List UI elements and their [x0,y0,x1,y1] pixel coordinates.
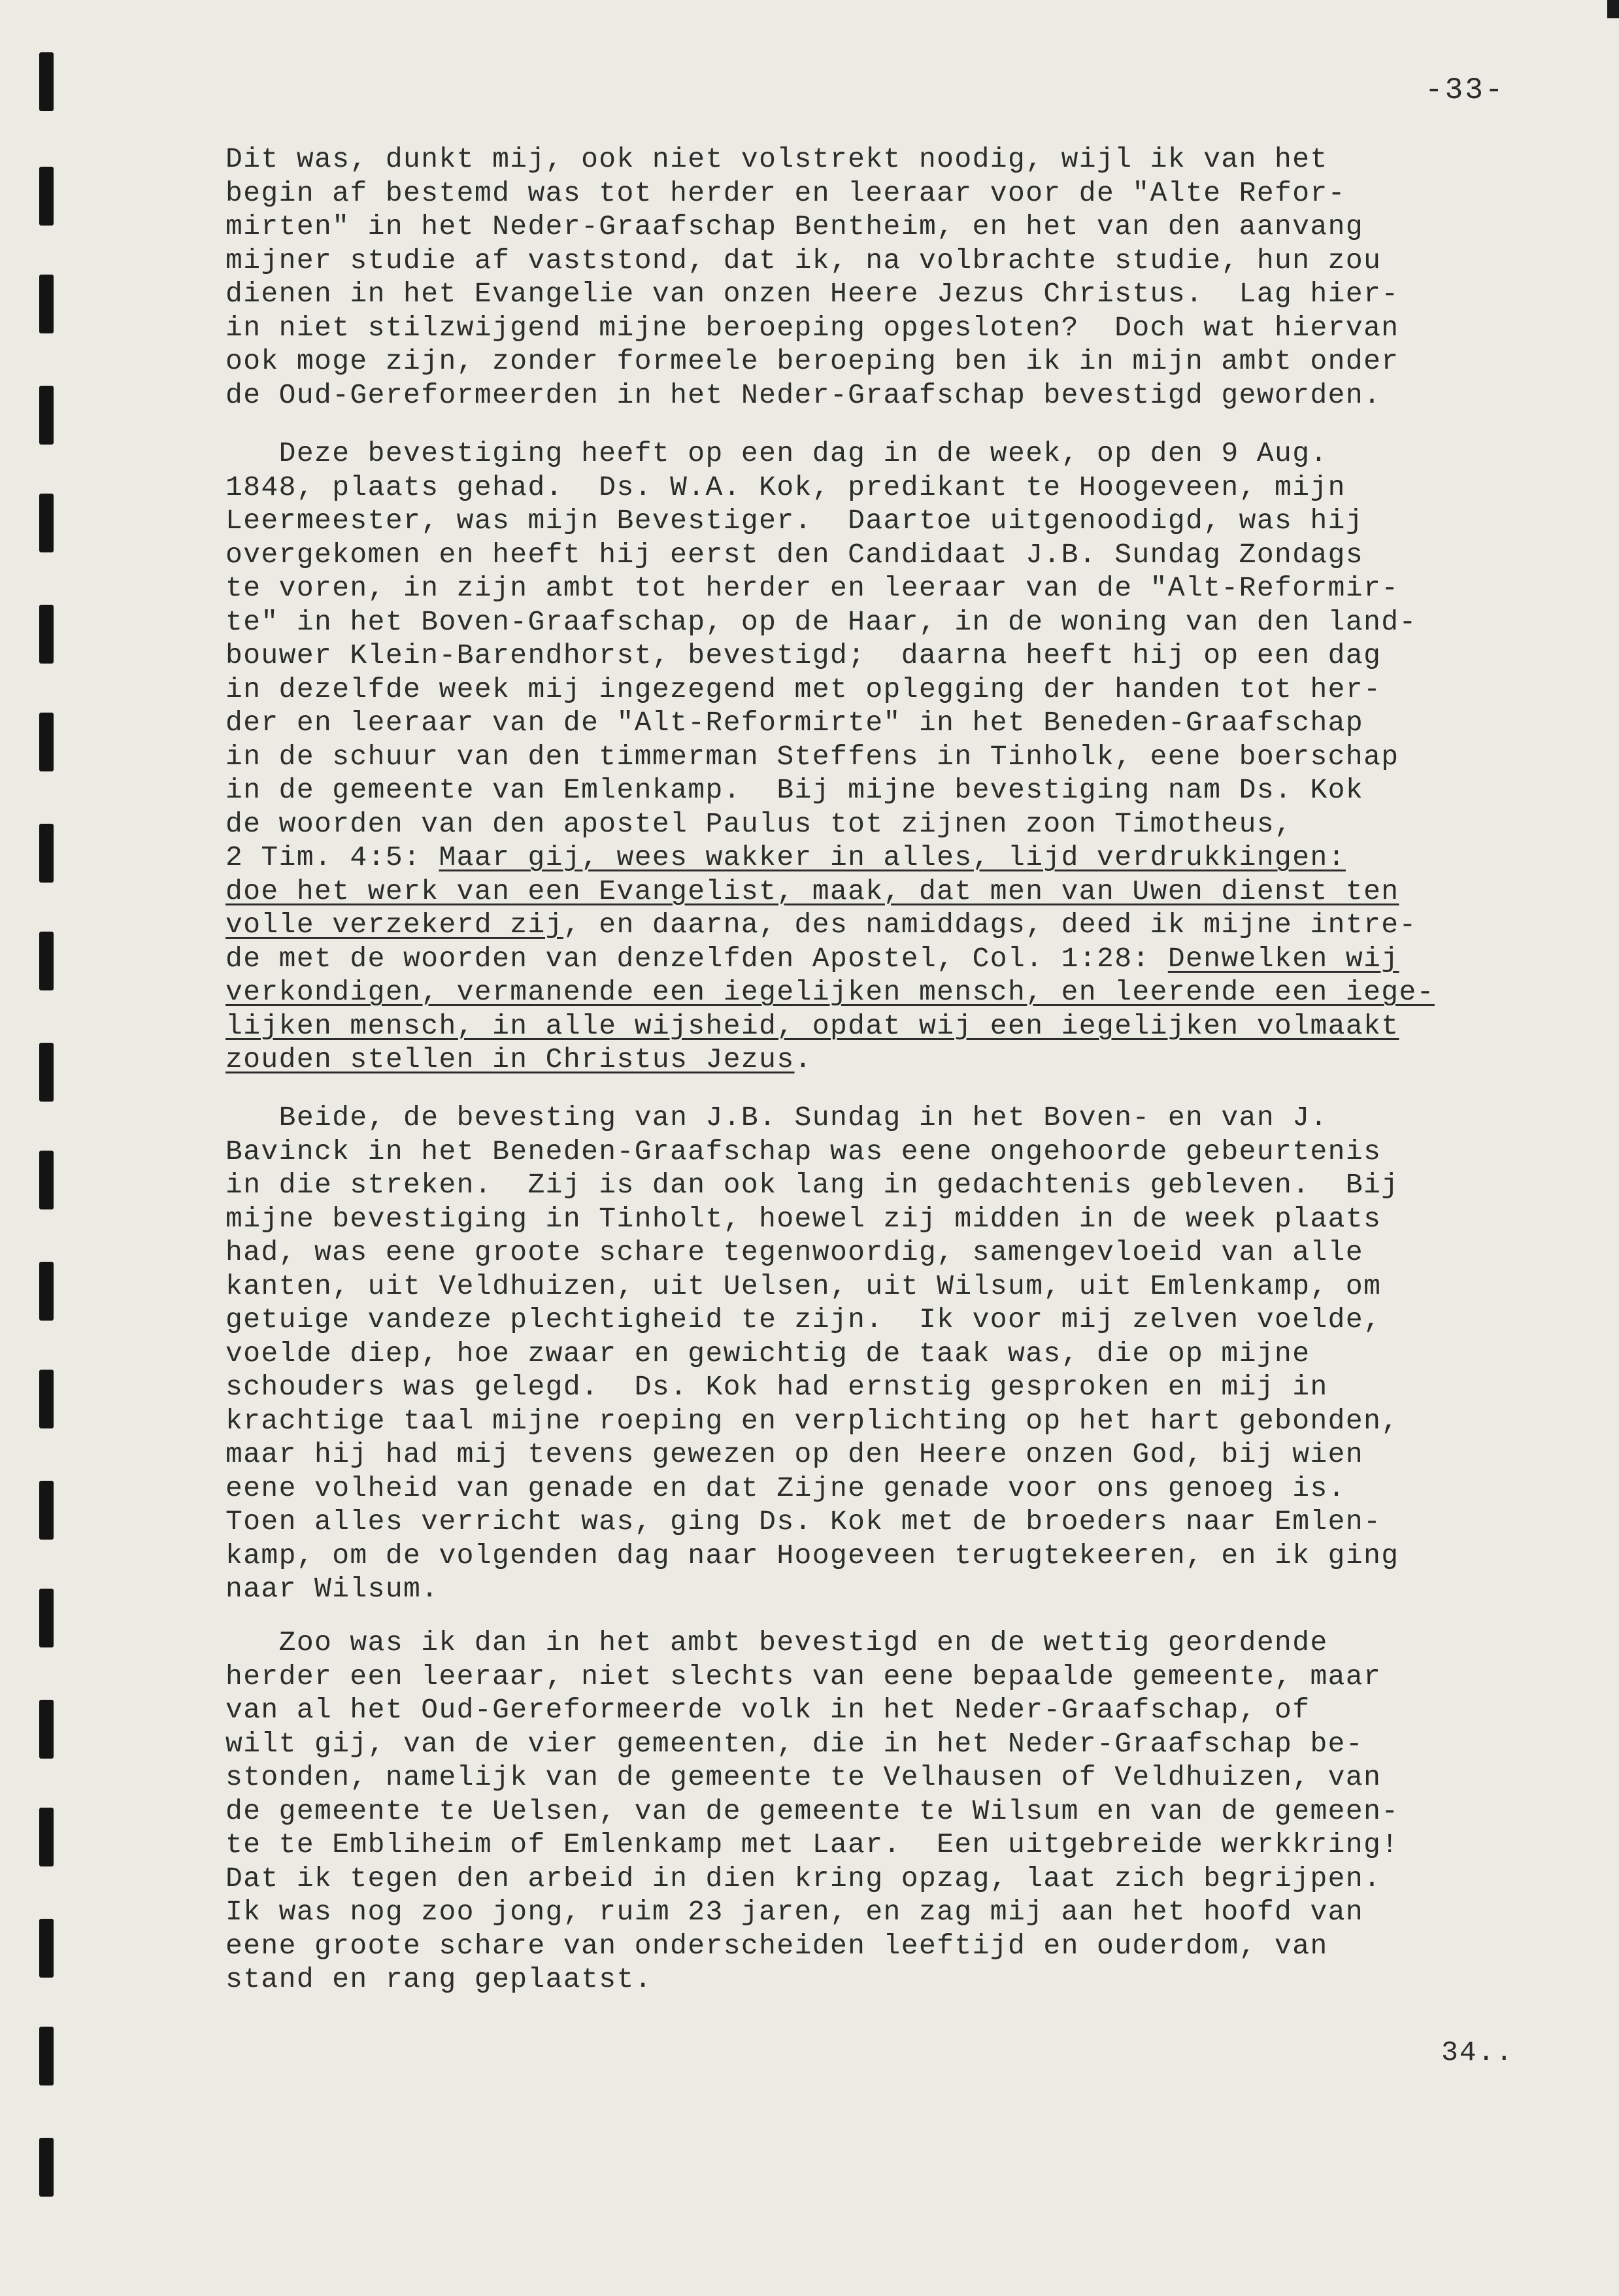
binding-hole [39,932,54,990]
text-segment: in de gemeente van Emlenkamp. Bij mijne bevestiging nam Ds. Kok [225,774,1364,806]
text-line [225,1168,1585,1202]
binding-hole [39,167,54,226]
text-segment: naar Wilsum. [225,1573,439,1605]
text-segment: mijner studie af vaststond, dat ik, na volbrachte studie, hun zou [225,244,1382,277]
text-segment: stand en rang geplaatst. [225,1963,652,1995]
underlined-quote: volle verzekerd zij [225,909,563,941]
text-line [225,1303,1585,1337]
text-line [225,639,1585,673]
text-segment: herder een leeraar, niet slechts van eene bepaalde gemeente, maar [225,1660,1382,1693]
text-line [225,1101,1585,1135]
text-line [225,1539,1585,1573]
binding-hole [39,1043,54,1102]
text-segment: te te Embliheim of Emlenkamp met Laar. Een uitgebreide werkkring! [225,1829,1399,1861]
text-segment: in dezelfde week mij ingezegend met oplegging der handen tot her- [225,673,1382,705]
text-line [225,807,1585,841]
text-line [225,1438,1585,1472]
text-line [225,437,1585,471]
text-line [225,1270,1585,1304]
text-segment: kanten, uit Veldhuizen, uit Uelsen, uit Wilsum, uit Emlenkamp, om [225,1270,1382,1302]
text-segment: stonden, namelijk van de gemeente te Velhausen of Veldhuizen, van [225,1761,1382,1793]
text-segment: 1848, plaats gehad. Ds. W.A. Kok, predikant te Hoogeveen, mijn [225,471,1346,503]
text-segment: eene groote schare van onderscheiden leeftijd en ouderdom, van [225,1929,1328,1962]
text-line [225,1370,1585,1404]
text-line [225,538,1585,572]
text-segment: de woorden van den apostel Paulus tot zijnen zoon Timotheus, [225,807,1293,840]
paragraph-1 [225,143,1585,412]
text-segment: eene volheid van genade en dat Zijne genade voor ons genoeg is. [225,1472,1346,1504]
text-line [225,1727,1585,1761]
text-line [225,1761,1585,1795]
text-line [225,673,1585,707]
underlined-quote: verkondigen, vermanende een iegelijken mensch, en leerende een iege- [225,976,1435,1008]
text-line [225,143,1585,177]
text-line [225,277,1585,311]
binding-hole [39,1808,54,1866]
text-line [225,908,1585,942]
paragraph-4 [225,1626,1585,1997]
text-line [225,1202,1585,1236]
binding-hole [39,605,54,664]
text-segment: Beide, de bevesting van J.B. Sundag in het Boven- en van J. [225,1102,1328,1134]
text-segment: Deze bevestiging heeft op een dag in de week, op den 9 Aug. [225,437,1328,469]
binding-hole [39,1481,54,1540]
text-line [225,311,1585,345]
text-segment: krachtige taal mijne roeping en verplichting op het hart gebonden, [225,1404,1399,1437]
binding-hole [39,2138,54,2197]
text-line [225,1135,1585,1169]
binding-hole [39,52,54,111]
text-segment: Toen alles verricht was, ging Ds. Kok met de broeders naar Emlen- [225,1506,1382,1538]
text-line [225,1626,1585,1660]
text-segment: de met de woorden van denzelfden Apostel, Col. 1:28: [225,942,1168,975]
text-line [225,605,1585,639]
text-segment: Leermeester, was mijn Bevestiger. Daartoe uitgenoodigd, was hij [225,505,1364,537]
text-segment: Dat ik tegen den arbeid in dien kring opzag, laat zich begrijpen. [225,1862,1382,1895]
binding-hole [39,1262,54,1321]
text-line [225,1862,1585,1896]
binding-holes [0,0,85,2296]
text-segment: . [794,1043,812,1075]
text-line [225,1472,1585,1506]
underlined-quote: Denwelken wij [1167,942,1399,975]
text-segment: schouders was gelegd. Ds. Kok had ernstig gesproken en mij in [225,1371,1328,1403]
text-line [225,942,1585,976]
text-segment: overgekomen en heeft hij eerst den Candidaat J.B. Sundag Zondags [225,538,1364,571]
page-number: -33- [1425,73,1505,107]
binding-hole [39,386,54,445]
paragraph-2 [225,437,1585,1077]
text-segment: Dit was, dunkt mij, ook niet volstrekt noodig, wijl ik van het [225,143,1328,175]
text-line [225,1572,1585,1606]
text-line [225,740,1585,774]
text-segment: der en leeraar van de "Alt-Reformirte" in het Beneden-Graafschap [225,707,1364,739]
text-segment: mirten" in het Neder-Graafschap Bentheim, en het van den aanvang [225,211,1364,243]
text-line [225,1963,1585,1997]
text-segment: dienen in het Evangelie van onzen Heere Jezus Christus. Lag hier- [225,278,1399,310]
text-segment: in niet stilzwijgend mijne beroeping opgesloten? Doch wat hiervan [225,311,1399,344]
underlined-quote: Maar gij, wees wakker in alles, lijd verdrukkingen: [439,841,1346,873]
binding-hole [39,275,54,333]
text-segment: te voren, in zijn ambt tot herder en leeraar van de "Alt-Reformir- [225,572,1399,604]
text-segment: in de schuur van den timmerman Steffens in Tinholk, eene boerschap [225,740,1399,773]
binding-hole [39,1700,54,1759]
underlined-quote: zouden stellen in Christus Jezus [225,1043,795,1075]
text-line [225,1043,1585,1077]
binding-hole [39,1151,54,1209]
text-segment: bouwer Klein-Barendhorst, bevestigd; daarna heeft hij op een dag [225,639,1382,671]
binding-hole [39,2027,54,2085]
text-segment: de Oud-Gereformeerden in het Neder-Graafschap bevestigd geworden. [225,379,1382,411]
text-line [225,504,1585,538]
text-line [225,1009,1585,1043]
text-segment: Bavinck in het Beneden-Graafschap was eene ongehoorde gebeurtenis [225,1135,1382,1168]
text-line [225,345,1585,379]
text-segment: te" in het Boven-Graafschap, op de Haar, in de woning van den land- [225,605,1417,638]
text-line [225,875,1585,909]
binding-hole [39,824,54,883]
binding-hole [39,1919,54,1978]
text-line [225,706,1585,740]
text-line [225,975,1585,1009]
text-line [225,1895,1585,1929]
paragraph-3 [225,1101,1585,1606]
text-line [225,1660,1585,1694]
text-line [225,841,1585,875]
text-segment: had, was eene groote schare tegenwoordig, samengevloeid van alle [225,1236,1364,1268]
text-segment: Ik was nog zoo jong, ruim 23 jaren, en zag mij aan het hoofd van [225,1896,1364,1928]
text-segment: Zoo was ik dan in het ambt bevestigd en de wettig geordende [225,1627,1328,1659]
text-segment: ook moge zijn, zonder formeele beroeping ben ik in mijn ambt onder [225,345,1399,377]
text-line [225,773,1585,807]
text-segment: getuige vandeze plechtigheid te zijn. Ik voor mij zelven voelde, [225,1304,1382,1336]
continuation-marker: 34.. [1441,2036,1514,2068]
text-line [225,210,1585,244]
text-line [225,1505,1585,1539]
text-line [225,244,1585,278]
text-segment: wilt gij, van de vier gemeenten, die in het Neder-Graafschap be- [225,1727,1364,1760]
text-line [225,177,1585,211]
underlined-quote: doe het werk van een Evangelist, maak, dat men van Uwen dienst ten [225,875,1399,907]
text-line [225,571,1585,605]
text-segment: 2 Tim. 4:5: [225,841,439,873]
text-line [225,1828,1585,1862]
binding-hole [39,713,54,771]
text-segment: van al het Oud-Gereformeerde volk in het Neder-Graafschap, of [225,1694,1310,1726]
text-line [225,1337,1585,1371]
binding-hole [39,494,54,552]
binding-hole [39,1370,54,1428]
text-segment: de gemeente te Uelsen, van de gemeente te Wilsum en van de gemeen- [225,1795,1399,1827]
text-line [225,1929,1585,1963]
binding-hole [39,1589,54,1647]
text-segment: in die streken. Zij is dan ook lang in gedachtenis gebleven. Bij [225,1169,1399,1201]
text-segment: begin af bestemd was tot herder en leeraar voor de "Alte Refor- [225,177,1346,209]
underlined-quote: lijken mensch, in alle wijsheid, opdat wij een iegelijken volmaakt [225,1009,1399,1042]
text-line [225,1236,1585,1270]
text-line [225,379,1585,413]
corner-punch [1607,0,1619,18]
text-line [225,1693,1585,1727]
text-line [225,1404,1585,1438]
text-segment: mijne bevestiging in Tinholt, hoewel zij midden in de week plaats [225,1202,1382,1235]
text-segment: maar hij had mij tevens gewezen op den Heere onzen God, bij wien [225,1438,1364,1470]
text-segment: , en daarna, des namiddags, deed ik mijne intre- [563,909,1417,941]
text-line [225,1795,1585,1829]
text-line [225,471,1585,505]
text-segment: kamp, om de volgenden dag naar Hoogeveen terugtekeeren, en ik ging [225,1539,1399,1572]
text-segment: voelde diep, hoe zwaar en gewichtig de taak was, die op mijne [225,1337,1310,1370]
